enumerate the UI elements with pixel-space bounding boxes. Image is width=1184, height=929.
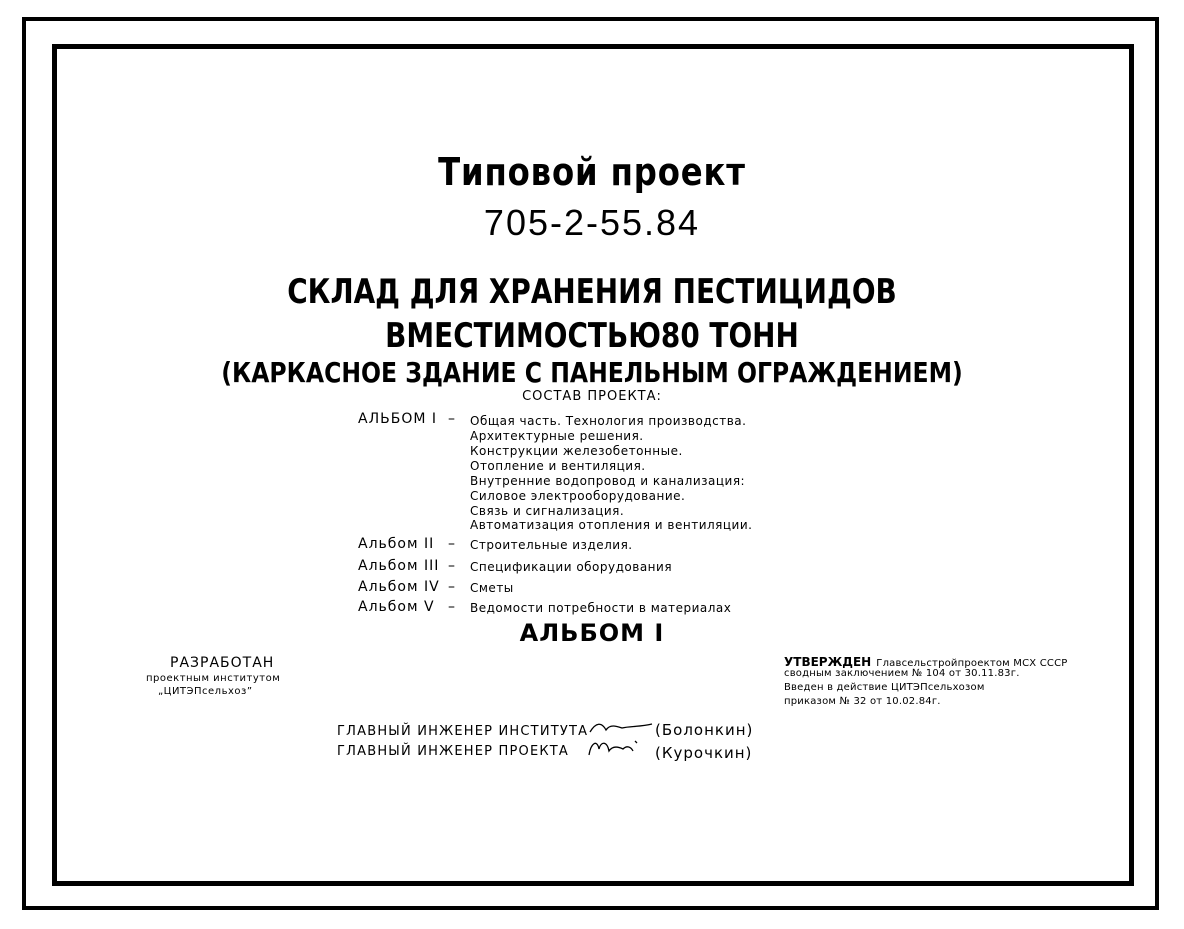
handwritten-signature-2 [585, 735, 645, 761]
album-1-item: Связь и сигнализация. [470, 504, 625, 518]
album-1-dash: – [448, 411, 455, 427]
project-name-line2: ВМЕСТИМОСТЬЮ80 ТОНН [385, 316, 799, 356]
developer-title: РАЗРАБОТАН [170, 655, 275, 671]
album-2-item: Строительные изделия. [470, 538, 633, 552]
signature-role-2: ГЛАВНЫЙ ИНЖЕНЕР ПРОЕКТА [337, 744, 570, 759]
document-title: Типовой проект [438, 150, 746, 194]
album-1-item: Автоматизация отопления и вентиляции. [470, 518, 753, 532]
album-1-item: Архитектурные решения. [470, 429, 644, 443]
album-5-dash: – [448, 599, 455, 615]
developer-line1: проектным институтом [146, 673, 281, 684]
album-4-item: Сметы [470, 581, 514, 595]
project-name-line3: (КАРКАСНОЕ ЗДАНИЕ С ПАНЕЛЬНЫМ ОГРАЖДЕНИЕМ) [221, 356, 963, 389]
album-1-item: Отопление и вентиляция. [470, 459, 646, 473]
album-1-item: Конструкции железобетонные. [470, 444, 683, 458]
album-5-label: Альбом V [358, 599, 435, 615]
approval-title: УТВЕРЖДЕН [784, 655, 872, 669]
signature-role-1: ГЛАВНЫЙ ИНЖЕНЕР ИНСТИТУТА [337, 724, 589, 739]
album-3-label: Альбом III [358, 558, 440, 574]
approval-title-rest: Главсельстройпроектом МСХ СССР [876, 658, 1068, 669]
album-1-item: Силовое электрооборудование. [470, 489, 686, 503]
approval-line4: приказом № 32 от 10.02.84г. [784, 696, 941, 707]
signature-name-1: (Болонкин) [655, 721, 754, 739]
album-1-label: АЛЬБОМ I [358, 411, 437, 427]
album-1-item: Внутренние водопровод и канализация: [470, 474, 746, 488]
album-5-item: Ведомости потребности в материалах [470, 601, 732, 615]
album-4-label: Альбом IV [358, 579, 440, 595]
current-album-heading: АЛЬБОМ I [519, 619, 665, 647]
project-name-line1: СКЛАД ДЛЯ ХРАНЕНИЯ ПЕСТИЦИДОВ [287, 272, 897, 312]
project-code: 705-2-55.84 [483, 202, 701, 243]
album-2-dash: – [448, 536, 455, 552]
approval-line3: Введен в действие ЦИТЭПсельхозом [784, 682, 985, 693]
approval-line2: сводным заключением № 104 от 30.11.83г. [784, 668, 1020, 679]
album-3-item: Спецификации оборудования [470, 560, 673, 574]
album-2-label: Альбом II [358, 536, 435, 552]
signature-name-2: (Курочкин) [655, 744, 753, 762]
album-1-item: Общая часть. Технология производства. [470, 414, 747, 428]
composition-heading: СОСТАВ ПРОЕКТА: [522, 389, 662, 404]
developer-line2: „ЦИТЭПсельхоз” [158, 686, 253, 697]
album-3-dash: – [448, 558, 455, 574]
album-4-dash: – [448, 579, 455, 595]
